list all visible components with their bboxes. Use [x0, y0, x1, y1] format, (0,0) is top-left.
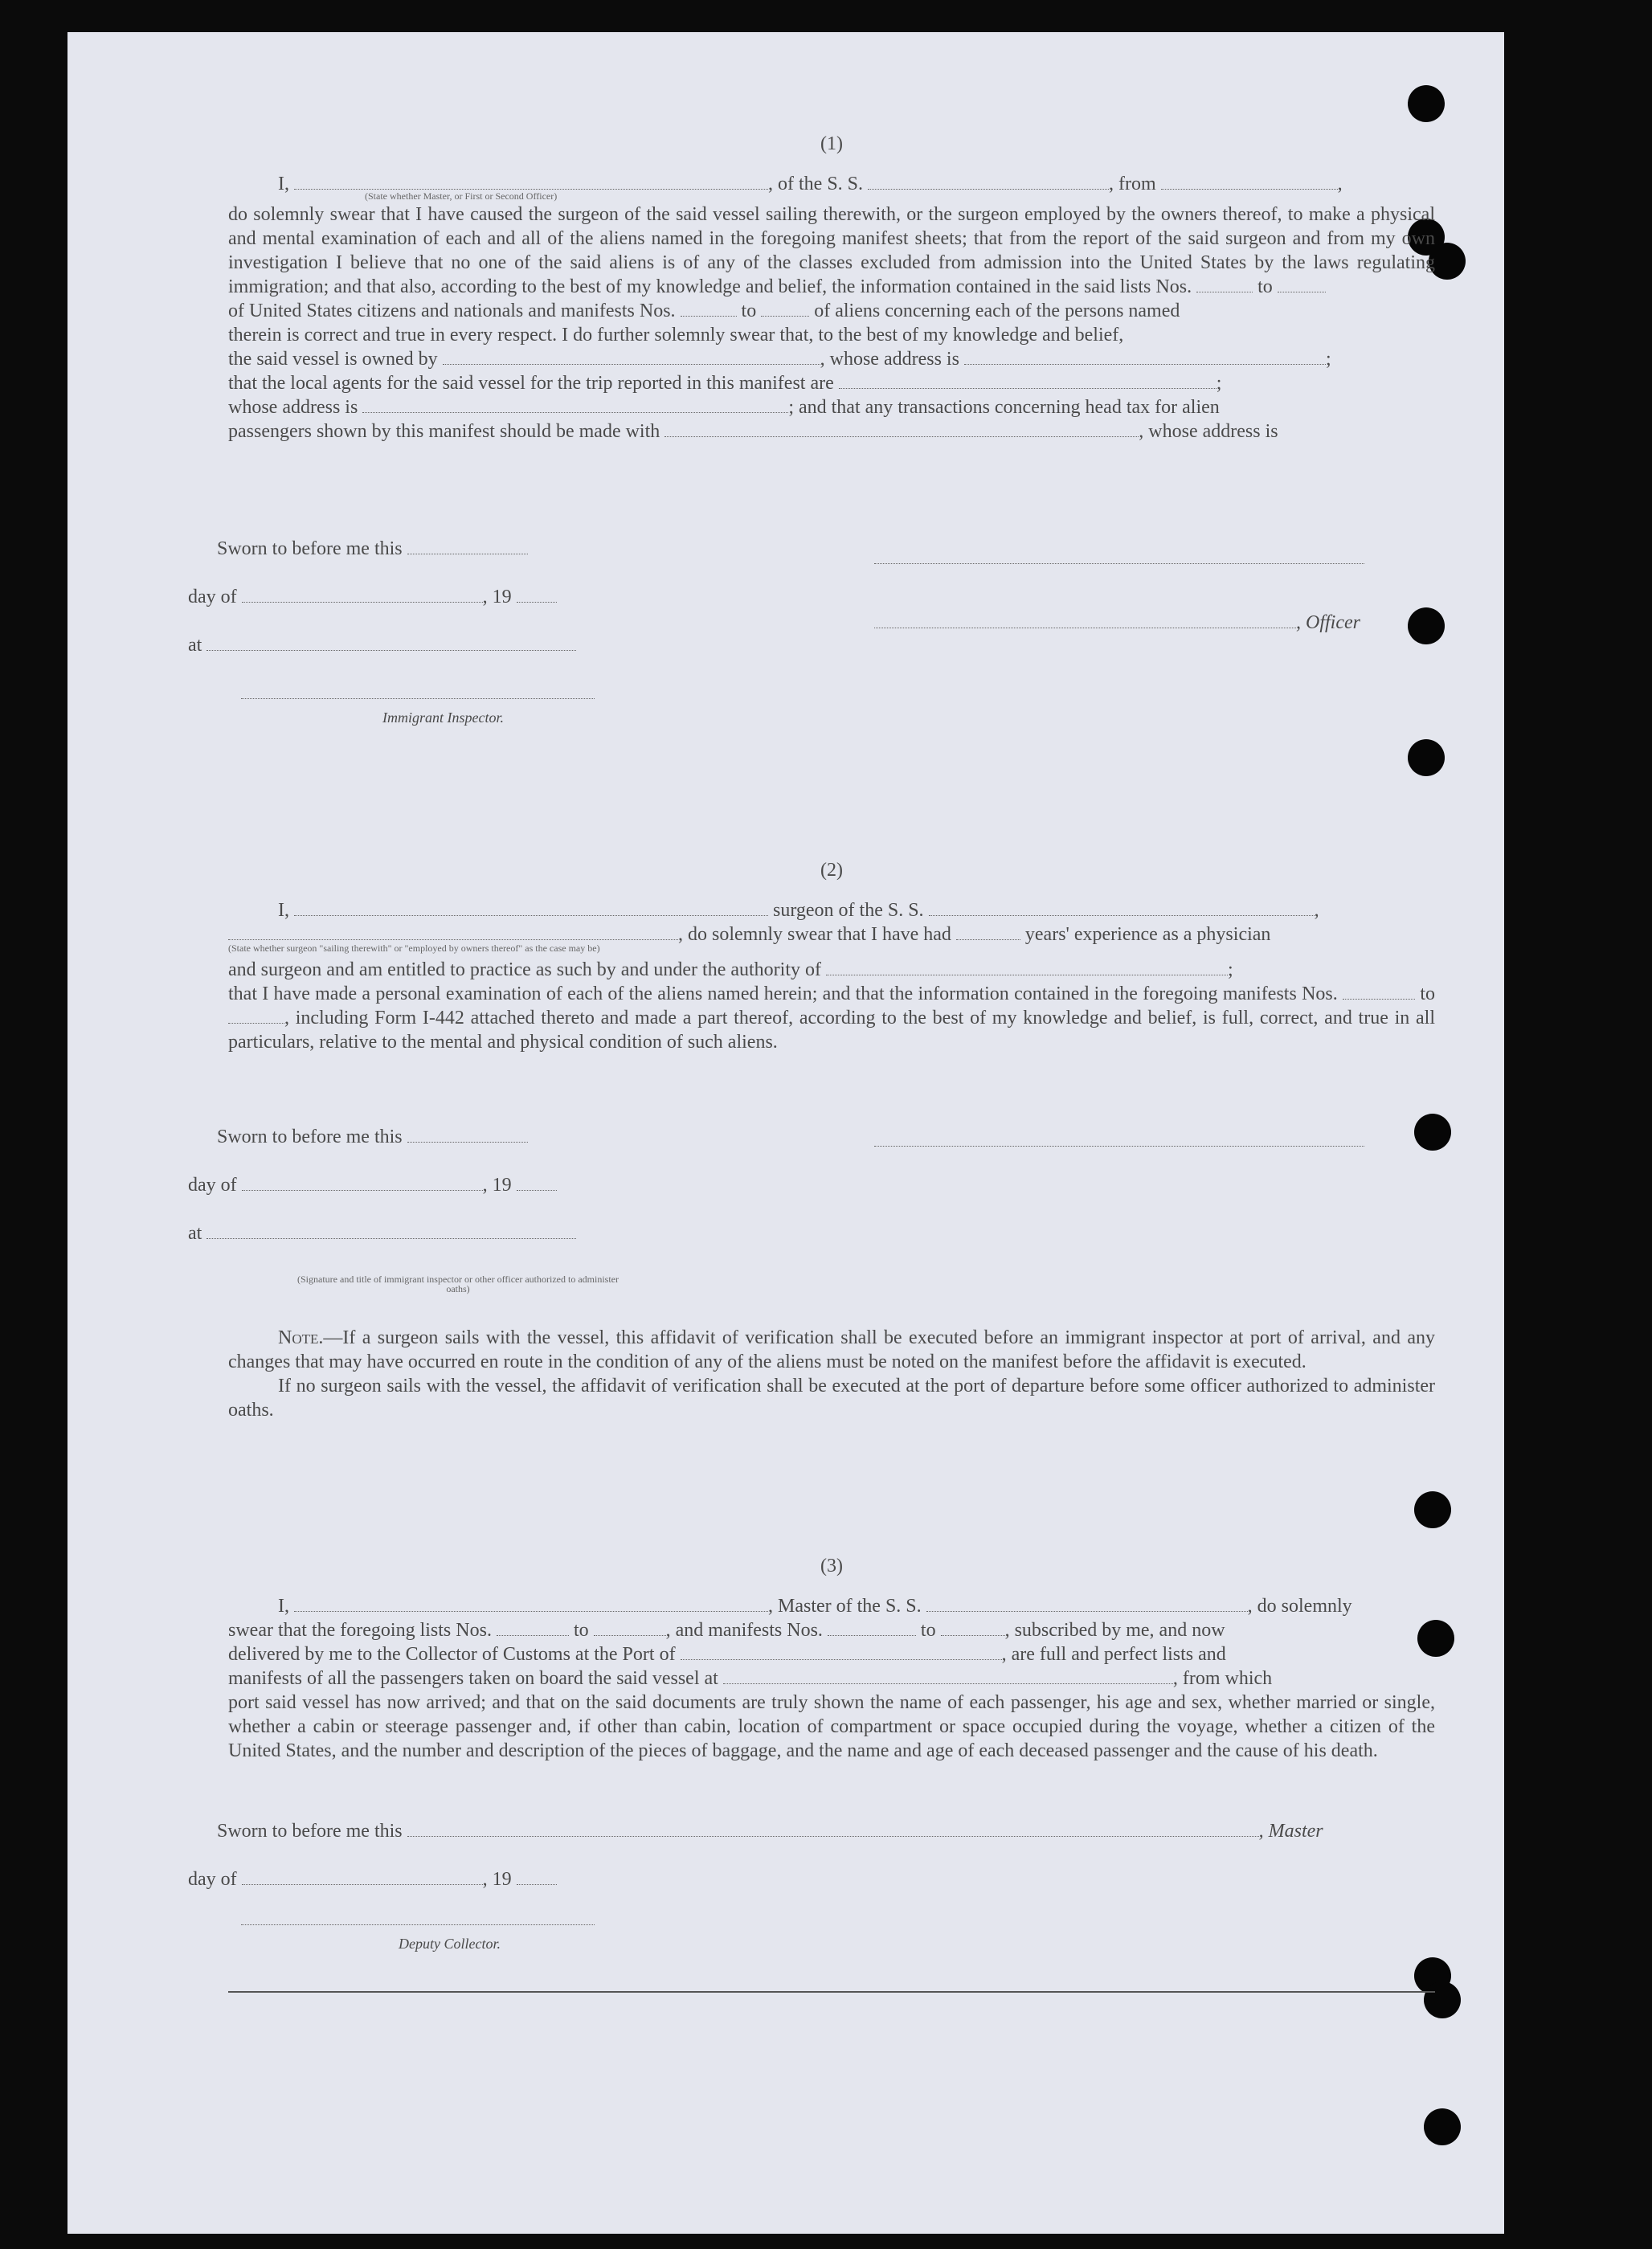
- section-1-body: do solemnly swear that I have caused the surgeon of the said vessel sailing therewith, or the surgeon employed by the owners thereof, to make a physical and mental examination of each and all of the aliens named in the foregoing manifest sheets; that from the report of the said surgeon and from my own investigation I believe that no one of the said aliens is of any of the classes excluded from admission into the United States by the laws regulating immigration; and that also, according to the best of my knowledge and belief, the information contained in the said lists Nos.: [228, 204, 1435, 297]
- section-number: (2): [820, 860, 843, 881]
- owned-by-label: the said vessel is owned by: [228, 349, 438, 370]
- at-label: at: [188, 1223, 202, 1244]
- manifest-from-field[interactable]: [828, 1619, 916, 1636]
- master-signature-field[interactable]: [874, 547, 1364, 564]
- officer-signature: [874, 546, 1437, 635]
- at-label: at: [188, 635, 202, 656]
- surgeon-signature-field[interactable]: [874, 1130, 1364, 1147]
- collector-signature-field[interactable]: [241, 1908, 595, 1925]
- place-field[interactable]: [206, 1222, 576, 1239]
- list-from-field[interactable]: [497, 1619, 569, 1636]
- to-label: to: [1257, 276, 1273, 297]
- section-2: (2) I, surgeon of the S. S. , , do solemnly swear that I have had years' experience as a physician (State whether surgeon "sailing therewith" or "employed by owners thereof" as the case may be) and surgeon and am entitled to practice as such by and under the authority of ; that I have made a personal examination of each of the aliens named herein; and that the information contained in the foregoing manifests Nos. to , including Form I-442 attached thereto and made a part thereof, according to the best of my knowledge and belief, is full, correct, and true in all particulars, relative to the mental and physical condition of such aliens.: [228, 860, 1436, 1053]
- owner-field[interactable]: [443, 348, 820, 365]
- sworn-label: Sworn to before me this: [217, 1127, 403, 1147]
- passengers-text: passengers shown by this manifest should be made with: [228, 421, 660, 442]
- surgeon-name-field[interactable]: [294, 899, 768, 916]
- section-number: (3): [820, 1556, 843, 1576]
- vessel-name-field[interactable]: [929, 899, 1315, 916]
- owner-address-field[interactable]: [964, 348, 1326, 365]
- full-text: , are full and perfect lists and: [1001, 1644, 1226, 1665]
- year-label: , 19: [482, 587, 512, 607]
- inspector-signature-field[interactable]: [241, 682, 595, 699]
- month-field[interactable]: [242, 586, 483, 603]
- port-from-field[interactable]: [1161, 173, 1338, 190]
- from-which-text: , from which: [1172, 1668, 1273, 1689]
- master-of-label: , Master of the S. S.: [768, 1596, 922, 1617]
- vessel-name-field[interactable]: [926, 1595, 1248, 1612]
- master-name-field[interactable]: [294, 1595, 768, 1612]
- subscribed-text: , subscribed by me, and now: [1004, 1620, 1225, 1641]
- section-1: (1) I, , of the S. S. , from , (State whether Master, or First or Second Officer) do solemnly swear that I have caused the surgeon of the said vessel sailing therewith, or the surgeon employed by the owners thereof, to make a physical and mental examination of each and all of the aliens named in the foregoing manifest sheets; that from the report of the said surgeon and from my own investigation I believe that no one of the said aliens is of any of the classes excluded from admission into the United States by the laws regulating immigration; and that also, according to the best of my knowledge and belief, the information contained in the said lists Nos. to of United States citizens and nationals and manifests Nos. to of aliens concerning each of the persons named therein is correct and true in every respect. I do further solemnly swear that, to the best of my knowledge and belief, the said vessel is owned by , whose address is ; that the local agents for the said vessel for the trip reported in this manifest are ; whose address is ; and that any transactions concerning head tax for alien passengers shown by this manifest should be made with , whose address is: [228, 133, 1435, 442]
- officer-caption: , Officer: [1296, 612, 1360, 633]
- day-of-label: day of: [188, 587, 237, 607]
- manifest-to-field[interactable]: [228, 1007, 284, 1024]
- punch-hole: [1424, 2108, 1461, 2145]
- section-2-body: that I have made a personal examination of each of the aliens named herein; and that the information contained in the foregoing manifests Nos.: [228, 983, 1338, 1004]
- year-field[interactable]: [517, 1868, 557, 1885]
- correct-line: therein is correct and true in every respect. I do further solemnly swear that, to the best of my knowledge and belief,: [228, 325, 1124, 346]
- list-from-field[interactable]: [1196, 276, 1253, 292]
- swear-text: swear that the foregoing lists Nos.: [228, 1620, 492, 1641]
- entitled-text: and surgeon and am entitled to practice as such by and under the authority of: [228, 959, 821, 980]
- manifests-text: manifests of all the passengers taken on board the said vessel at: [228, 1668, 718, 1689]
- whose-address-label: whose address is: [228, 397, 358, 418]
- year-label: , 19: [482, 1869, 512, 1890]
- of-ss-label: , of the S. S.: [768, 174, 864, 194]
- section-2-body-cont: , including Form I-442 attached thereto and made a part thereof, according to the best of my knowledge and belief, is full, correct, and true in all particulars, relative to the mental and physical condition of such aliens.: [228, 1008, 1435, 1053]
- from-label: , from: [1109, 174, 1156, 194]
- lead-text: I,: [278, 1596, 289, 1617]
- section-3-body: port said vessel has now arrived; and that on the said documents are truly shown the name of each passenger, his age and sex, whether married or single, whether a cabin or steerage passenger and, if other than cabin, location of compartment or space occupied during the voyage, whether a citizen of the United States, and the number and description of the pieces of baggage, and the name and age of each deceased passenger and the cause of his death.: [228, 1692, 1435, 1761]
- punch-hole: [1408, 85, 1445, 122]
- officer-name-field[interactable]: [294, 173, 768, 190]
- authority-field[interactable]: [826, 959, 1228, 975]
- year-field[interactable]: [517, 1174, 557, 1191]
- officer-signature-field[interactable]: [874, 611, 1296, 628]
- form-page: [67, 32, 1504, 2234]
- note-2: If no surgeon sails with the vessel, the affidavit of verification shall be executed at the port of departure before some officer authorized to administer oaths.: [228, 1376, 1435, 1421]
- master-signature-field[interactable]: [407, 1820, 1259, 1837]
- note-block: [228, 1326, 1435, 1422]
- manifest-to-field[interactable]: [941, 1619, 1005, 1636]
- whose-address-label: , whose address is: [1139, 421, 1278, 442]
- signature-hint: (Signature and title of immigrant inspector or other officer authorized to administer oaths): [297, 1274, 619, 1294]
- surgeon-of-label: surgeon of the S. S.: [773, 900, 924, 921]
- list-to-field[interactable]: [594, 1619, 666, 1636]
- years-field[interactable]: [956, 923, 1020, 940]
- punch-hole: [1424, 1981, 1461, 2018]
- delivered-text: delivered by me to the Collector of Customs at the Port of: [228, 1644, 676, 1665]
- month-field[interactable]: [242, 1174, 483, 1191]
- lead-text: I,: [278, 174, 289, 194]
- section-3: [228, 1554, 1435, 1763]
- to-label: to: [741, 301, 757, 321]
- year-label: , 19: [482, 1175, 512, 1196]
- do-solemnly-text: , do solemnly: [1247, 1596, 1352, 1617]
- port-field[interactable]: [681, 1643, 1002, 1660]
- aliens-concerning: of aliens concerning each of the persons named: [814, 301, 1180, 321]
- swear-text: , do solemnly swear that I have had: [678, 924, 951, 945]
- manifest-from-field[interactable]: [681, 300, 737, 317]
- note-1: —If a surgeon sails with the vessel, this affidavit of verification shall be executed before an immigrant inspector at port of arrival, and any changes that may have occurred en route in the condition of any of the aliens must be noted on the manifest before the affidavit is executed.: [228, 1327, 1435, 1372]
- section-2-oath: [188, 1125, 750, 1294]
- local-agents-label: that the local agents for the said vessel for the trip reported in this manifest are: [228, 373, 834, 394]
- to-label: to: [573, 1620, 589, 1641]
- punch-hole: [1414, 1491, 1451, 1528]
- officer-hint: (State whether Master, or First or Second Officer): [365, 190, 558, 202]
- collector-caption: Deputy Collector.: [399, 1936, 501, 1952]
- inspector-caption: Immigrant Inspector.: [382, 709, 504, 726]
- day-of-label: day of: [188, 1175, 237, 1196]
- sworn-label: Sworn to before me this: [217, 538, 403, 559]
- head-tax-text: ; and that any transactions concerning head tax for alien: [788, 397, 1220, 418]
- section-3-oath: [188, 1819, 1441, 1956]
- sworn-day-field[interactable]: [407, 1126, 528, 1143]
- manifest-from-field[interactable]: [1343, 983, 1415, 1000]
- surgeon-status-field[interactable]: [228, 923, 678, 940]
- punch-hole: [1408, 739, 1445, 776]
- departure-port-field[interactable]: [723, 1667, 1173, 1684]
- surgeon-signature: [874, 1129, 1437, 1153]
- master-caption: , Master: [1258, 1821, 1323, 1842]
- lead-text: I,: [278, 900, 289, 921]
- to-label: to: [920, 1620, 936, 1641]
- manifest-to-field[interactable]: [761, 300, 809, 317]
- section-1-oath: [188, 537, 670, 730]
- note-label: Note.: [278, 1327, 324, 1348]
- citizens-line: of United States citizens and nationals and manifests Nos.: [228, 301, 676, 321]
- place-field[interactable]: [206, 634, 576, 651]
- agents-address-field[interactable]: [362, 396, 788, 413]
- local-agents-field[interactable]: [839, 372, 1217, 389]
- day-of-label: day of: [188, 1869, 237, 1890]
- year-field[interactable]: [517, 586, 557, 603]
- section-number: (1): [820, 133, 843, 154]
- years-text: years' experience as a physician: [1024, 924, 1271, 945]
- head-tax-contact-field[interactable]: [664, 420, 1139, 437]
- sworn-day-field[interactable]: [407, 538, 528, 554]
- and-manifests-label: , and manifests Nos.: [665, 1620, 823, 1641]
- to-label: to: [1420, 983, 1436, 1004]
- surgeon-hint: (State whether surgeon "sailing therewith" or "employed by owners thereof" as the case may be): [228, 943, 600, 954]
- list-to-field[interactable]: [1278, 276, 1326, 292]
- whose-address-label: , whose address is: [820, 349, 959, 370]
- sworn-label: Sworn to before me this: [217, 1821, 403, 1842]
- month-field[interactable]: [242, 1868, 483, 1885]
- bottom-rule: [228, 1991, 1435, 1993]
- vessel-name-field[interactable]: [868, 173, 1109, 190]
